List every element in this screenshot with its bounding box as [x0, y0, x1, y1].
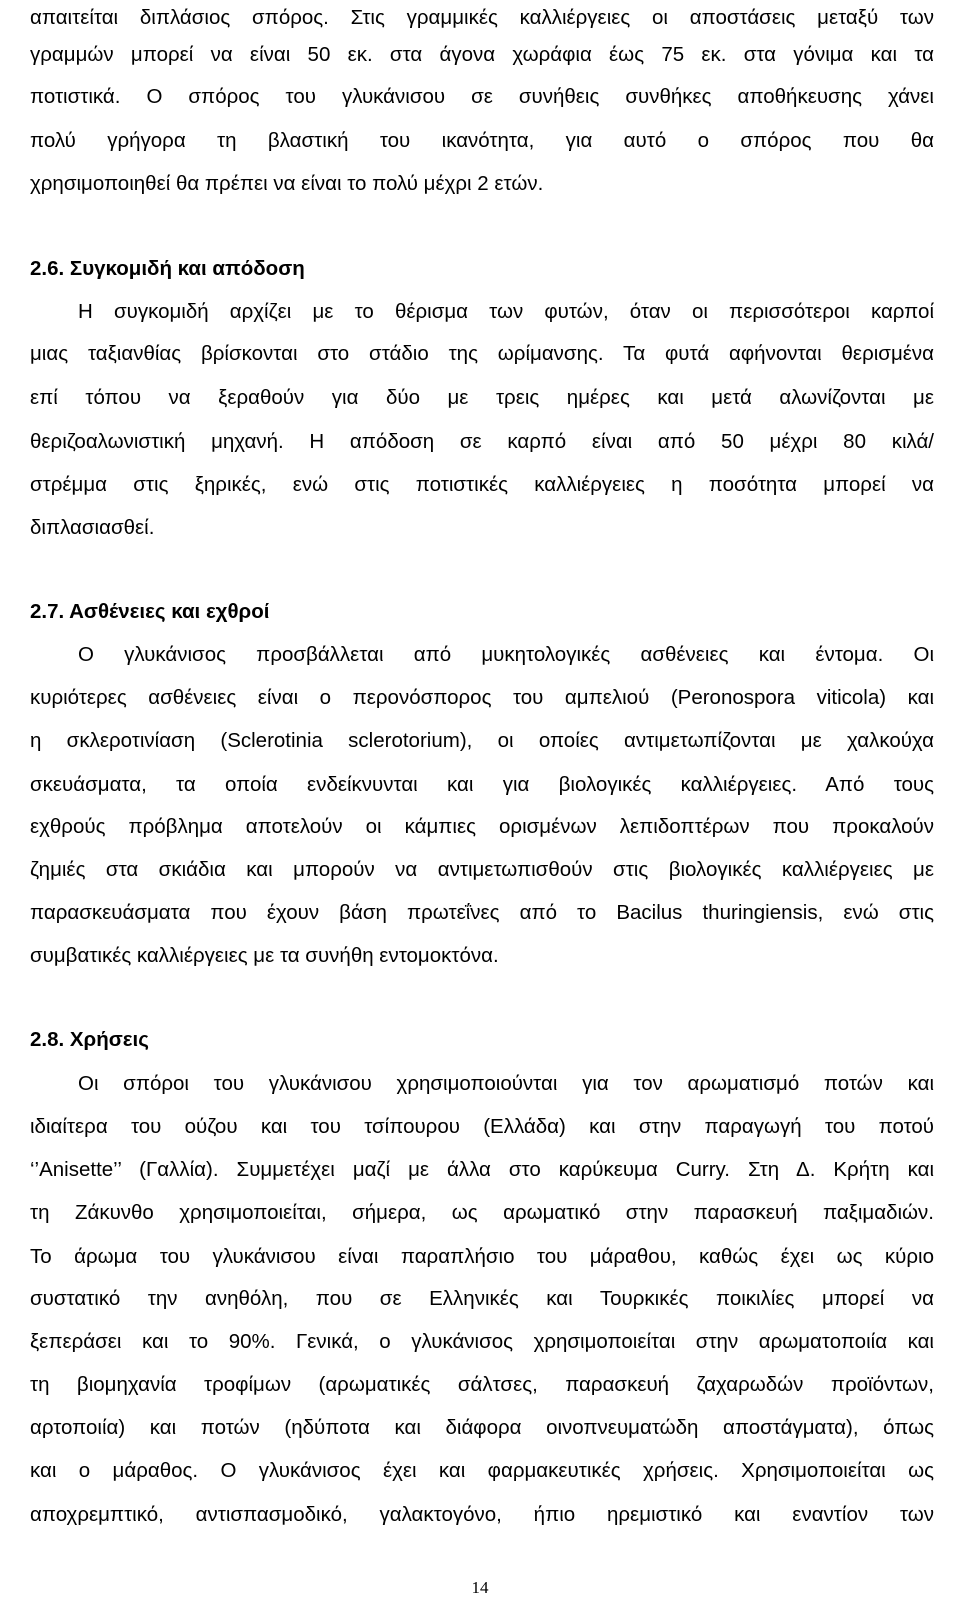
text-line: τη Ζάκυνθο χρησιμοποιείται, σήμερα, ως αρωματικό στην παρασκευή παξιμαδιών.	[30, 1201, 934, 1224]
section-heading-2-6: 2.6. Συγκομιδή και απόδοση	[30, 257, 305, 280]
page-number: 14	[471, 1578, 489, 1597]
text-line: Οι σπόροι του γλυκάνισου χρησιμοποιούνται για τον αρωματισμό ποτών και	[78, 1072, 934, 1095]
text-line: ‘’Anisette’’ (Γαλλία). Συμμετέχει μαζί με άλλα στο καρύκευμα Curry. Στη Δ. Κρήτη και	[30, 1158, 934, 1181]
text-line: συμβατικές καλλιέργειες με τα συνήθη εντομοκτόνα.	[30, 944, 499, 967]
text-line: μιας ταξιανθίας βρίσκονται στο στάδιο της ωρίμανσης. Τα φυτά αφήνονται θερισμένα	[30, 342, 934, 365]
text-line: τη βιομηχανία τροφίμων (αρωματικές σάλτσες, παρασκευή ζαχαρωδών προϊόντων,	[30, 1373, 934, 1396]
text-line: Η συγκομιδή αρχίζει με το θέρισμα των φυτών, όταν οι περισσότεροι καρποί	[78, 300, 934, 323]
text-line: επί τόπου να ξεραθούν για δύο με τρεις ημέρες και μετά αλωνίζονται με	[30, 386, 934, 409]
text-line: σκευάσματα, τα οποία ενδείκνυνται και για βιολογικές καλλιέργειες. Από τους	[30, 773, 934, 796]
text-line: απαιτείται διπλάσιος σπόρος. Στις γραμμικές καλλιέργειες οι αποστάσεις μεταξύ των	[30, 6, 934, 29]
text-line: αποχρεμπτικό, αντισπασμοδικό, γαλακτογόνο, ήπιο ηρεμιστικό και εναντίον των	[30, 1503, 934, 1526]
section-heading-2-8: 2.8. Χρήσεις	[30, 1028, 149, 1051]
text-line: διπλασιασθεί.	[30, 516, 155, 539]
section-heading-2-7: 2.7. Ασθένειες και εχθροί	[30, 600, 270, 623]
text-line: ποτιστικά. Ο σπόρος του γλυκάνισου σε συνήθεις συνθήκες αποθήκευσης χάνει	[30, 85, 934, 108]
text-line: Το άρωμα του γλυκάνισου είναι παραπλήσιο του μάραθου, καθώς έχει ως κύριο	[30, 1245, 934, 1268]
text-line: αρτοποιία) και ποτών (ηδύποτα και διάφορα οινοπνευματώδη αποστάγματα), όπως	[30, 1416, 934, 1439]
text-line: θεριζοαλωνιστική μηχανή. Η απόδοση σε καρπό είναι από 50 μέχρι 80 κιλά/	[30, 430, 934, 453]
text-line: ξεπεράσει και το 90%. Γενικά, ο γλυκάνισος χρησιμοποιείται στην αρωματοποιία και	[30, 1330, 934, 1353]
text-line: Ο γλυκάνισος προσβάλλεται από μυκητολογικές ασθένειες και έντομα. Οι	[78, 643, 934, 666]
text-line: πολύ γρήγορα τη βλαστική του ικανότητα, για αυτό ο σπόρος που θα	[30, 129, 934, 152]
text-line: παρασκευάσματα που έχουν βάση πρωτεΐνες από το Bacilus thuringiensis, ενώ στις	[30, 901, 934, 924]
text-line: εχθρούς πρόβλημα αποτελούν οι κάμπιες ορισμένων λεπιδοπτέρων που προκαλούν	[30, 815, 934, 838]
text-line: στρέμμα στις ξηρικές, ενώ στις ποτιστικές καλλιέργειες η ποσότητα μπορεί να	[30, 473, 934, 496]
text-line: χρησιμοποιηθεί θα πρέπει να είναι το πολύ μέχρι 2 ετών.	[30, 172, 544, 195]
text-line: και ο μάραθος. Ο γλυκάνισος έχει και φαρμακευτικές χρήσεις. Χρησιμοποιείται ως	[30, 1459, 934, 1482]
text-line: ιδιαίτερα του ούζου και του τσίπουρου (Ελλάδα) και στην παραγωγή του ποτού	[30, 1115, 934, 1138]
text-line: η σκλεροτινίαση (Sclerotinia sclerotorium), οι οποίες αντιμετωπίζονται με χαλκούχα	[30, 729, 934, 752]
text-line: γραμμών μπορεί να είναι 50 εκ. στα άγονα χωράφια έως 75 εκ. στα γόνιμα και τα	[30, 43, 934, 66]
text-line: ζημιές στα σκιάδια και μπορούν να αντιμετωπισθούν στις βιολογικές καλλιέργειες με	[30, 858, 934, 881]
text-line: συστατικό την ανηθόλη, που σε Ελληνικές και Τουρκικές ποικιλίες μπορεί να	[30, 1287, 934, 1310]
text-line: κυριότερες ασθένειες είναι ο περονόσπορος του αμπελιού (Peronospora viticola) και	[30, 686, 934, 709]
